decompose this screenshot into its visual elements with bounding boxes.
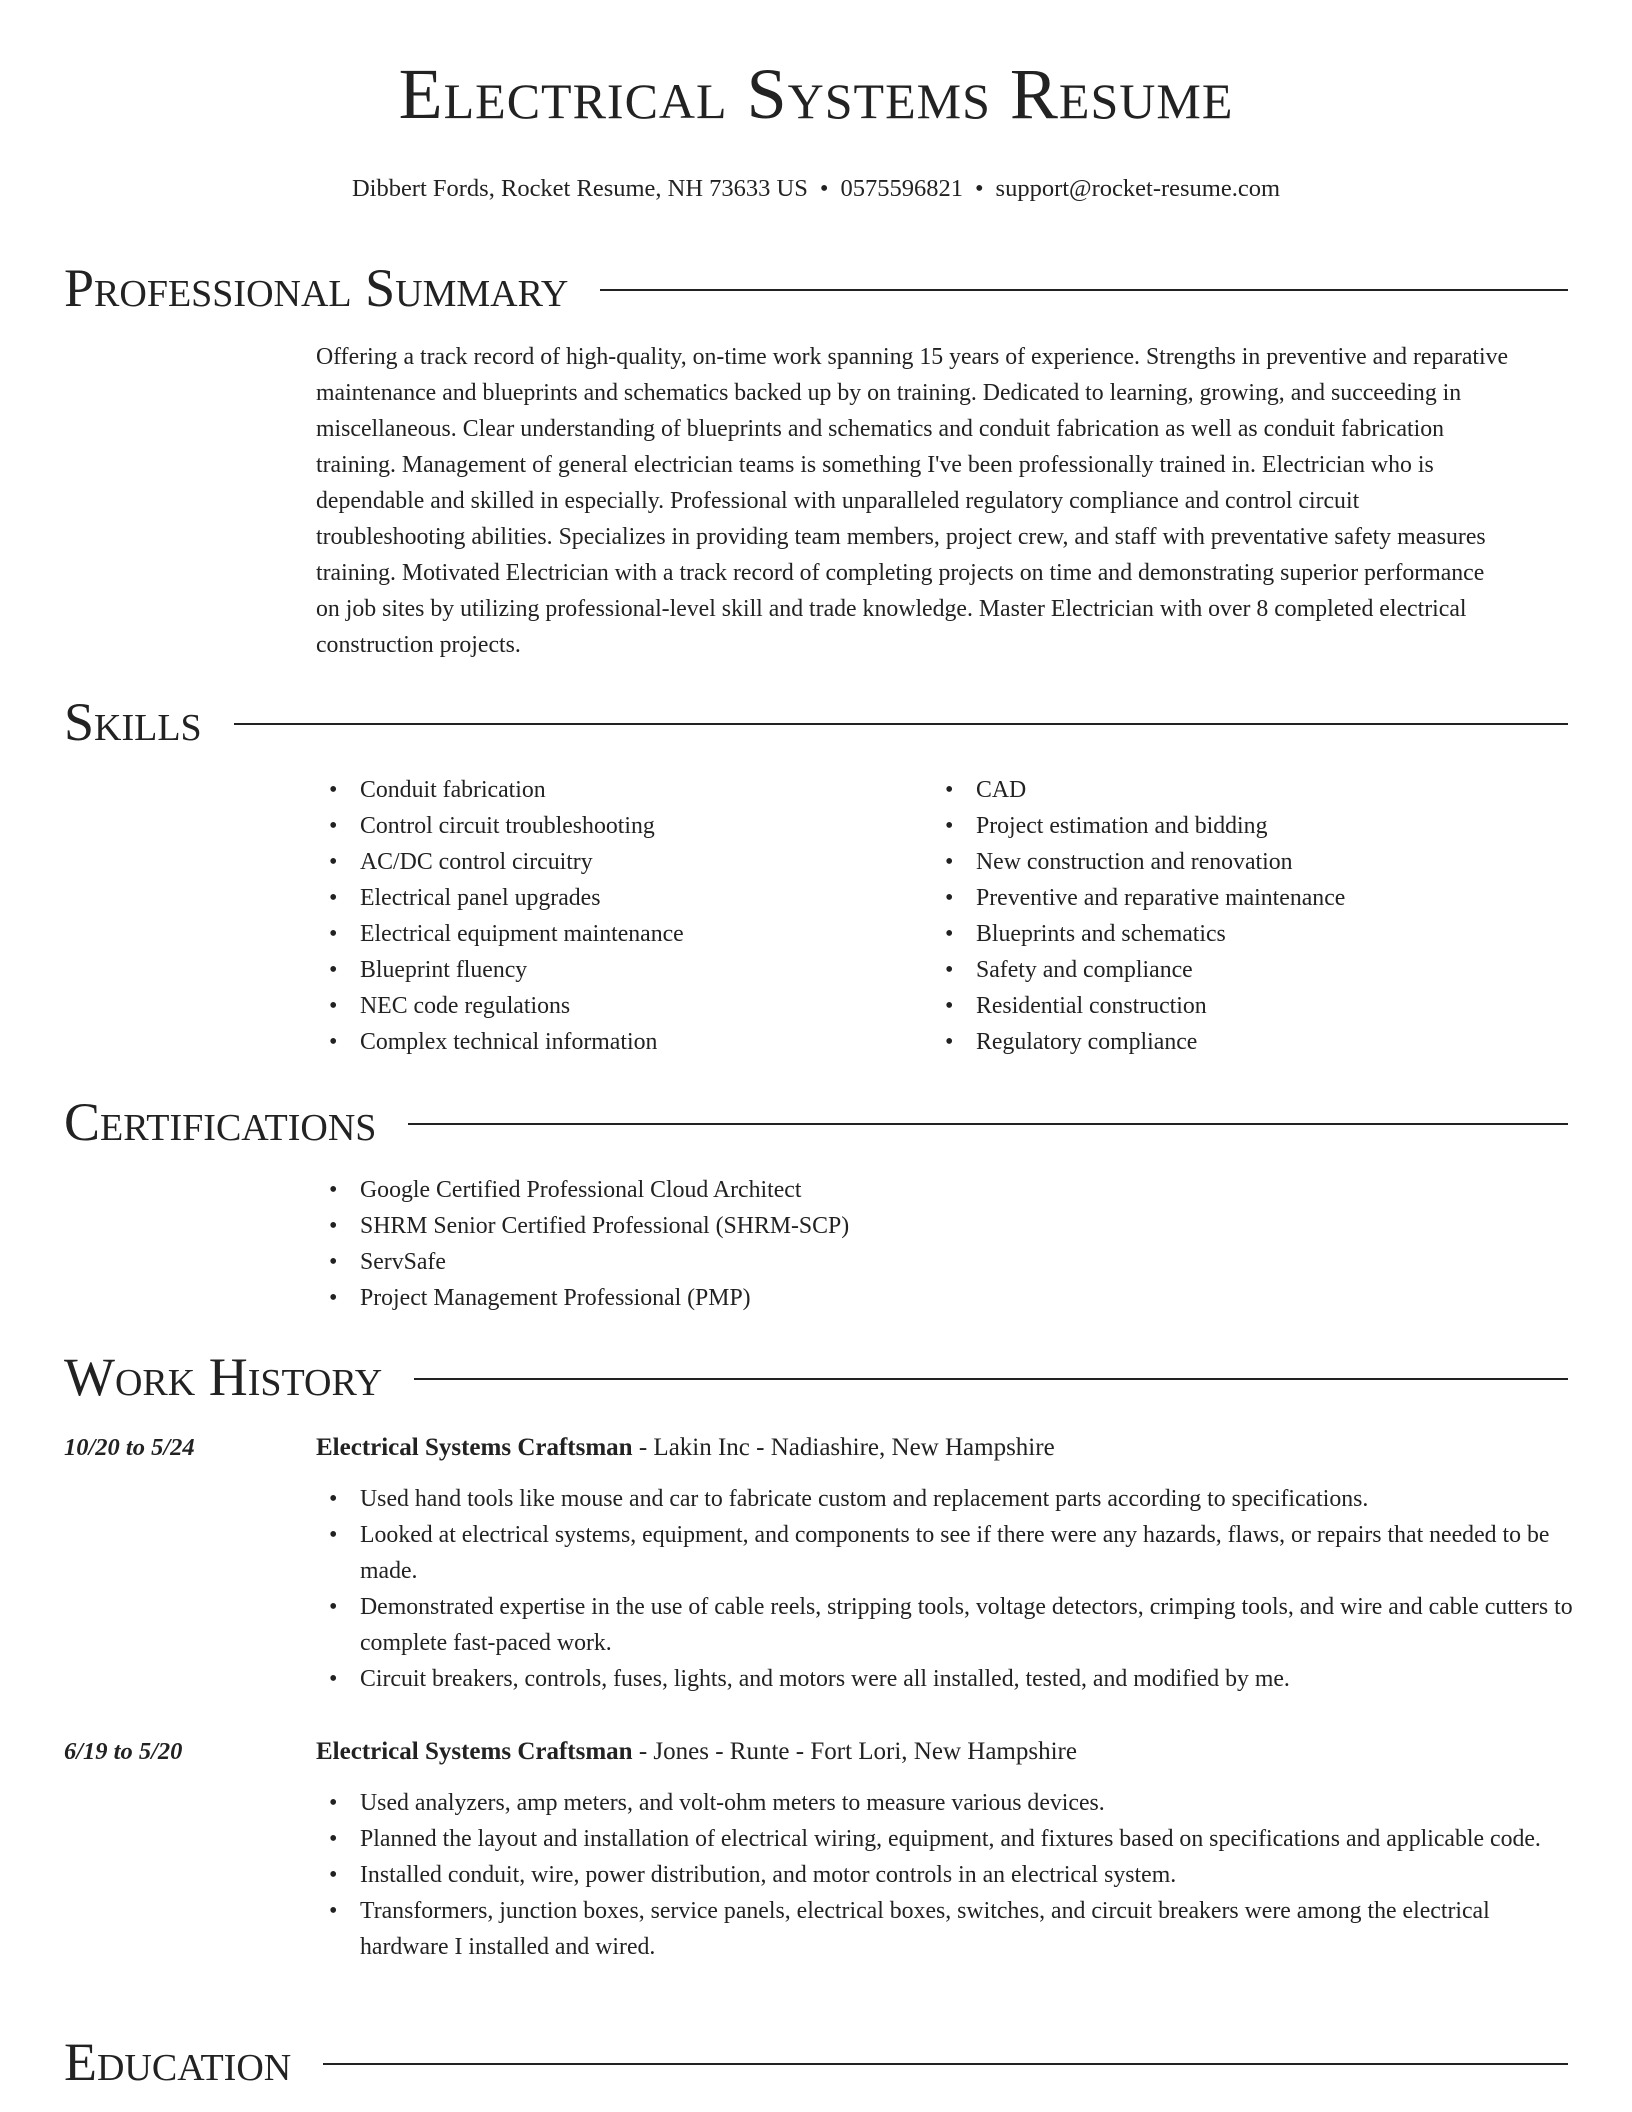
job-role: Electrical Systems Craftsman [316,1434,633,1461]
section-header-education [64,2030,1568,2094]
job-dates: 6/19 to 5/20 [64,1738,183,1765]
contact-address: Dibbert Fords, Rocket Resume, NH 73633 US [351,175,808,202]
job-duty: • Used analyzers, amp meters, and volt-ohm meters to measure various devices. [316,1785,1578,1821]
skills-list-right [932,772,1572,1060]
resume-title: Electrical Systems Resume [398,54,1234,134]
section-divider [323,2063,1568,2065]
job-heading [316,1430,1055,1466]
summary-line: training. Management of general electrician teams is something I've been professionally trained in. Electrician who is [316,452,1434,478]
skill-item: • Preventive and reparative maintenance [932,880,1572,916]
job-employer-location: - Jones - Runte - Fort Lori, New Hampshire [632,1738,1077,1765]
section-divider [600,289,1568,291]
skill-item: • New construction and renovation [932,844,1572,880]
section-title-summary: Professional Summary [64,258,569,318]
certification-item: • Project Management Professional (PMP) [316,1280,1216,1316]
skills-list-left [316,772,916,1060]
job-duty: • Demonstrated expertise in the use of cable reels, stripping tools, voltage detectors, crimping tools, and wire and cable cutters to complete fast-paced work. [316,1589,1578,1661]
section-header-summary [64,256,1568,320]
job-heading [316,1734,1077,1770]
skill-item: • AC/DC control circuitry [316,844,916,880]
section-header-skills [64,690,1568,754]
summary-text [316,339,1578,663]
section-divider [234,723,1568,725]
summary-line: construction projects. [316,632,521,658]
skill-item: • Control circuit troubleshooting [316,808,916,844]
job-duties-list [316,1785,1578,1965]
summary-line: troubleshooting abilities. Specializes in providing team members, project crew, and staff with preventative safety measures [316,524,1486,550]
certification-item: • ServSafe [316,1244,1216,1280]
job-duty: • Planned the layout and installation of electrical wiring, equipment, and fixtures based on specifications and applicable code. [316,1821,1578,1857]
section-header-work [64,1345,1568,1409]
job-role: Electrical Systems Craftsman [316,1738,633,1765]
job-duties-list [316,1481,1578,1697]
section-title-skills: Skills [64,692,202,752]
skill-item: • Conduit fabrication [316,772,916,808]
job-duty: • Looked at electrical systems, equipment, and components to see if there were any hazards, flaws, or repairs that needed to be made. [316,1517,1578,1589]
section-title-education: Education [64,2032,292,2092]
summary-line: dependable and skilled in especially. Professional with unparalleled regulatory compliance and control circuit [316,488,1360,514]
skill-item: • Electrical equipment maintenance [316,916,916,952]
summary-line: Offering a track record of high-quality, on-time work spanning 15 years of experience. Strengths in preventive and reparative [316,344,1509,370]
skill-item: • NEC code regulations [316,988,916,1024]
skill-item: • Blueprints and schematics [932,916,1572,952]
job-duty: • Installed conduit, wire, power distribution, and motor controls in an electrical system. [316,1857,1578,1893]
section-title-work: Work History [64,1347,383,1407]
section-divider [408,1123,1568,1125]
skill-item: • Safety and compliance [932,952,1572,988]
job-employer-location: - Lakin Inc - Nadiashire, New Hampshire [632,1434,1055,1461]
section-divider [414,1378,1568,1380]
summary-line: on job sites by utilizing professional-level skill and trade knowledge. Master Electrician with over 8 completed electrical [316,596,1467,622]
skill-item: • CAD [932,772,1572,808]
summary-line: maintenance and blueprints and schematics backed up by on training. Dedicated to learning, growing, and succeeding in [316,380,1462,406]
contact-email: support@rocket-resume.com [995,175,1281,202]
contact-phone: 0575596821 [840,175,963,202]
job-duty: • Used hand tools like mouse and car to fabricate custom and replacement parts according to specifications. [316,1481,1578,1517]
contact-separator: • [819,175,829,202]
skill-item: • Project estimation and bidding [932,808,1572,844]
skill-item: • Regulatory compliance [932,1024,1572,1060]
contact-line [0,174,1632,203]
skill-item: • Complex technical information [316,1024,916,1060]
job-duty: • Circuit breakers, controls, fuses, lights, and motors were all installed, tested, and modified by me. [316,1661,1578,1697]
job-dates: 10/20 to 5/24 [64,1434,195,1461]
summary-line: training. Motivated Electrician with a track record of completing projects on time and demonstrating superior performance [316,560,1485,586]
certification-item: • SHRM Senior Certified Professional (SHRM-SCP) [316,1208,1216,1244]
job-duty: • Transformers, junction boxes, service panels, electrical boxes, switches, and circuit breakers were among the electrical hardware I installed and wired. [316,1893,1578,1965]
skill-item: • Electrical panel upgrades [316,880,916,916]
contact-separator: • [974,175,984,202]
section-title-certifications: Certifications [64,1092,377,1152]
certifications-list [316,1172,1216,1316]
skill-item: • Blueprint fluency [316,952,916,988]
summary-line: miscellaneous. Clear understanding of blueprints and schematics and conduit fabrication as well as conduit fabrication [316,416,1445,442]
skill-item: • Residential construction [932,988,1572,1024]
section-header-certifications [64,1090,1568,1154]
certification-item: • Google Certified Professional Cloud Architect [316,1172,1216,1208]
